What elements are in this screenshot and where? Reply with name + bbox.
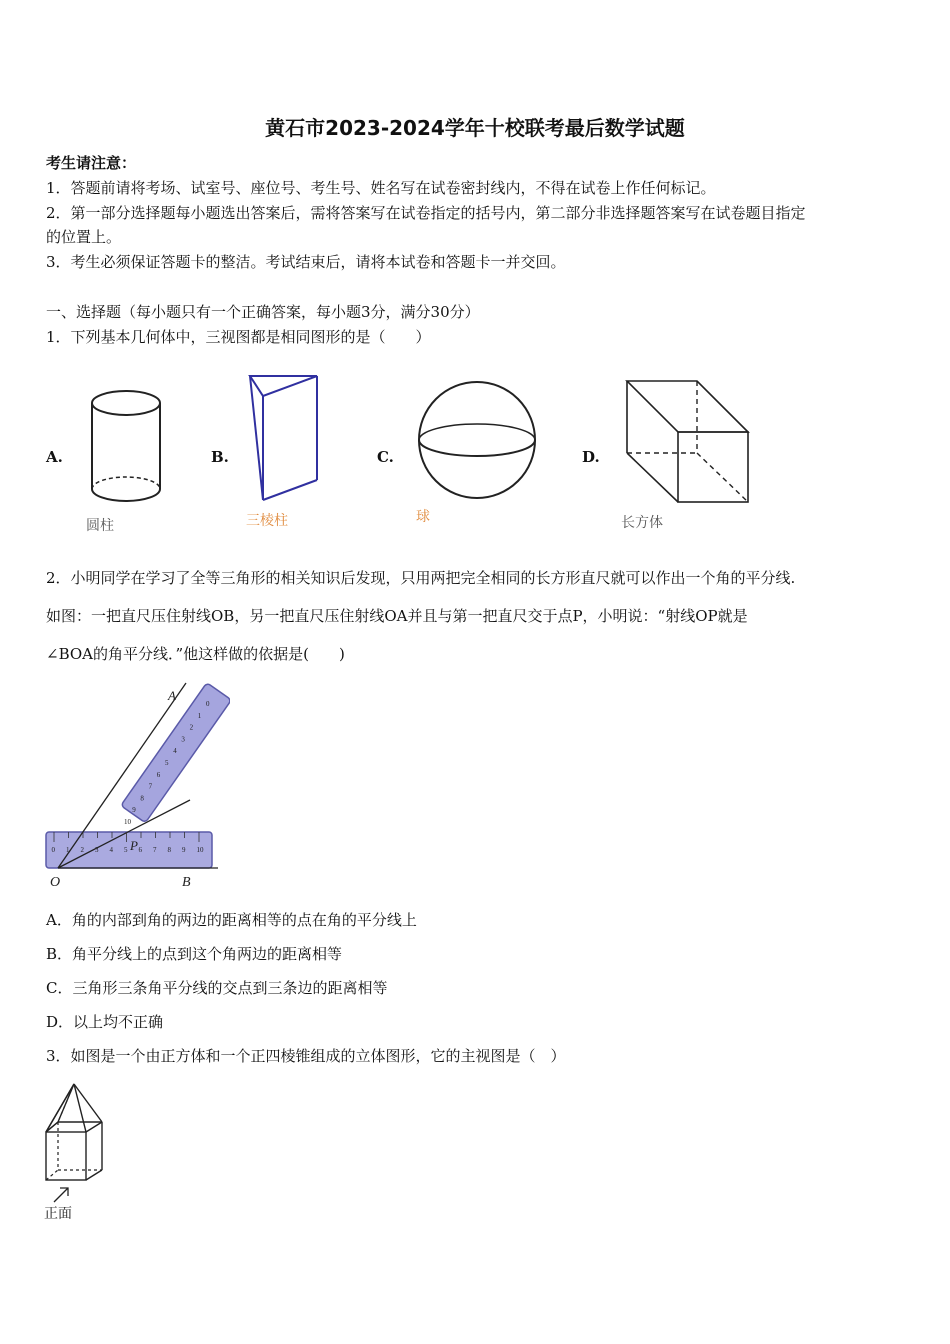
q1-option-d-label: D. [582, 448, 600, 466]
slanted-ruler-tick-label: 7 [148, 782, 153, 791]
question-3-stem: 3．如图是一个由正方体和一个正四棱锥组成的立体图形，它的主视图是（ ） [46, 1047, 566, 1065]
cuboid-figure [620, 376, 756, 506]
slanted-ruler-tick-label: 8 [140, 794, 144, 803]
notice-heading: 考生请注意： [46, 154, 137, 172]
question-1-stem: 1．下列基本几何体中，三视图都是相同图形的是（ ） [46, 328, 431, 346]
label-o: O [50, 875, 61, 890]
page-title: 黄石市2023-2024学年十校联考最后数学试题 [265, 116, 685, 140]
front-label: 正面 [44, 1206, 72, 1222]
bottom-ruler-tick-label: 9 [182, 846, 186, 854]
bottom-ruler-tick-label: 5 [124, 846, 128, 854]
cube-pyramid-figure [40, 1080, 110, 1225]
bottom-ruler-tick-label: 4 [109, 846, 113, 854]
label-a: A [168, 688, 176, 703]
question-2-line-2: 如图：一把直尺压住射线OB，另一把直尺压住射线OA并且与第一把直尺交于点P，小明说：“射线OP就是 [46, 607, 748, 625]
bottom-ruler-tick-label: 6 [138, 846, 142, 854]
bottom-ruler-tick-label: 1 [66, 846, 70, 854]
slanted-ruler-tick-label: 9 [132, 806, 136, 815]
slanted-ruler-tick-label: 5 [165, 759, 169, 767]
slanted-ruler-tick-label: 3 [181, 735, 185, 744]
notice-item-2: 2．第一部分选择题每小题选出答案后，需将答案写在试卷指定的括号内，第二部分非选择题答案写在试卷题目指定 [46, 204, 806, 222]
question-2-line-1: 2．小明同学在学习了全等三角形的相关知识后发现，只用两把完全相同的长方形直尺就可以作出一个角的平分线. [46, 569, 796, 587]
cylinder-figure [82, 385, 170, 510]
slanted-ruler-tick-label: 0 [206, 700, 210, 708]
bottom-ruler-tick-label: 0 [51, 846, 55, 854]
q1-caption-c: 球 [416, 509, 430, 525]
q2-option-d: D．以上均不正确 [46, 1013, 164, 1031]
notice-item-3: 3．考生必须保证答题卡的整洁。考试结束后，请将本试卷和答题卡一并交回。 [46, 253, 566, 271]
q1-caption-a: 圆柱 [86, 518, 114, 534]
bottom-ruler-tick-label: 3 [95, 846, 99, 854]
notice-item-1: 1．答题前请将考场、试室号、座位号、考生号、姓名写在试卷密封线内，不得在试卷上作任何标记。 [46, 179, 716, 197]
notice-item-2-cont: 的位置上。 [46, 228, 122, 246]
slanted-ruler-tick-label: 1 [197, 711, 202, 720]
slanted-ruler-tick-label: 4 [173, 747, 177, 756]
section-heading: 一、选择题（每小题只有一个正确答案，每小题3分，满分30分） [46, 303, 480, 321]
q2-option-c: C．三角形三条角平分线的交点到三条边的距离相等 [46, 979, 388, 997]
bottom-ruler-tick-label: 8 [167, 846, 171, 854]
ruler-angle-figure [40, 680, 230, 895]
bottom-ruler-tick-label: 7 [153, 846, 157, 854]
bottom-ruler-tick-label: 2 [80, 846, 84, 854]
q1-option-c-label: C. [377, 448, 394, 466]
slanted-ruler-tick-label: 10 [124, 818, 131, 826]
q1-option-b-label: B. [211, 448, 229, 466]
sphere-figure [414, 378, 542, 504]
q2-option-a: A．角的内部到角的两边的距离相等的点在角的平分线上 [46, 911, 417, 929]
q1-caption-b: 三棱柱 [246, 513, 288, 529]
label-b: B [182, 875, 191, 890]
bottom-ruler-tick-label: 10 [196, 846, 204, 854]
q1-caption-d: 长方体 [621, 515, 663, 531]
question-2-line-3: ∠BOA的角平分线．”他这样做的依据是( ) [46, 645, 345, 663]
slanted-ruler-tick-label: 2 [189, 723, 194, 732]
q1-option-a-label: A. [46, 448, 63, 466]
slanted-ruler-tick-label: 6 [156, 770, 161, 779]
triangular-prism-figure [243, 370, 325, 506]
label-p: P [130, 838, 138, 853]
q2-option-b: B．角平分线上的点到这个角两边的距离相等 [46, 945, 343, 963]
arrow-icon [54, 1188, 68, 1202]
